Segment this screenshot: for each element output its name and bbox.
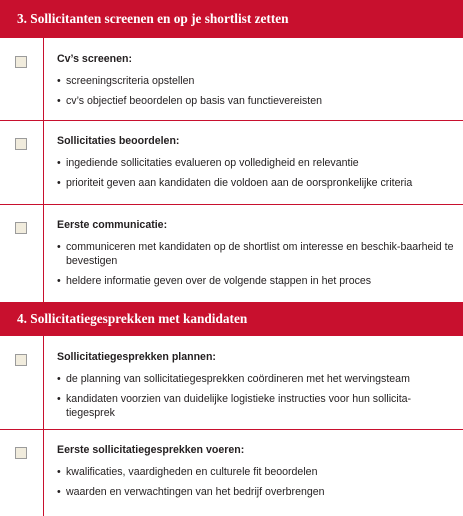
bullet-text: waarden en verwachtingen van het bedrijf overbrengen [66,486,325,498]
bullet-text: cv’s objectief beoordelen op basis van functievereisten [66,95,322,107]
checklist-checkbox[interactable] [15,354,27,366]
item-title: Cv’s screenen: [57,53,132,65]
bullet-text: kandidaten voorzien van duidelijke logistieke instructies voor hun sollicita-tiegesprek [66,393,412,419]
row-divider [0,204,463,205]
bullet-text: screeningscriteria opstellen [66,75,195,87]
bullet-item: • de planning van sollicitatiegesprekken coördineren met het wervingsteam [57,373,410,385]
checklist-item [57,443,457,499]
bullet-text: kwalificaties, vaardigheden en culturele fit beoordelen [66,466,318,478]
checklist-checkbox[interactable] [15,447,27,459]
column-divider [43,336,44,516]
bullet-item: • ingediende sollicitaties evalueren op volledigheid en relevantie [57,157,359,169]
checklist-item [57,52,457,108]
bullet-item: • communiceren met kandidaten op de shortlist om interesse en beschik-baarheid te bevestigen [57,241,454,267]
item-title: Sollicitaties beoordelen: [57,135,180,147]
checklist-checkbox[interactable] [15,222,27,234]
bullet-item: • heldere informatie geven over de volgende stappen in het proces [57,275,372,287]
section-heading: 3. Sollicitanten screenen en op je shortlist zetten [0,0,463,38]
item-title: Eerste sollicitatiegesprekken voeren: [57,444,245,456]
row-divider [0,120,463,121]
bullet-item: • kwalificaties, vaardigheden en culturele fit beoordelen [57,466,318,478]
checklist-checkbox[interactable] [15,56,27,68]
item-title: Sollicitatiegesprekken plannen: [57,351,216,363]
column-divider [43,38,44,302]
bullet-item: • cv’s objectief beoordelen op basis van functievereisten [57,95,322,107]
checklist-item [57,218,457,288]
item-title: Eerste communicatie: [57,219,168,231]
bullet-text: prioriteit geven aan kandidaten die voldoen aan de oorspronkelijke criteria [66,177,413,189]
bullet-item: • prioriteit geven aan kandidaten die voldoen aan de oorspronkelijke criteria [57,177,413,189]
checklist-item [57,350,457,420]
checklist-checkbox[interactable] [15,138,27,150]
bullet-item: • kandidaten voorzien van duidelijke logistieke instructies voor hun sollicita-tiegesprek [57,393,412,419]
checklist-item [57,134,457,190]
row-divider [0,429,463,430]
bullet-text: heldere informatie geven over de volgende stappen in het proces [66,275,372,287]
bullet-item: • waarden en verwachtingen van het bedrijf overbrengen [57,486,325,498]
bullet-text: communiceren met kandidaten op de shortlist om interesse en beschik-baarheid te bevestigen [66,241,454,267]
bullet-item: • screeningscriteria opstellen [57,75,195,87]
bullet-text: ingediende sollicitaties evalueren op volledigheid en relevantie [66,157,359,169]
section-heading: 4. Sollicitatiegesprekken met kandidaten [0,302,463,336]
bullet-text: de planning van sollicitatiegesprekken coördineren met het wervingsteam [66,373,410,385]
